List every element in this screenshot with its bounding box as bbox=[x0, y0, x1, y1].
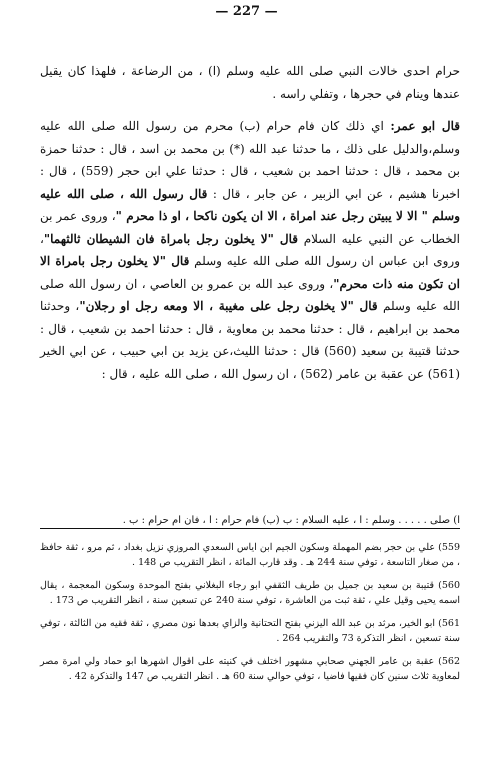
paragraph-2-lead: قال ابو عمر: bbox=[390, 119, 461, 133]
footnote-divider bbox=[40, 528, 460, 529]
transition-text-2: ، وروى ابن عباس ان رسول الله صلى الله عليه وسلم bbox=[40, 231, 461, 268]
paragraph-1: حرام احدى خالات النبي صلى الله عليه وسلم (ا) ، من الرضاعة ، فلهذا كان يقيل عندها وينام في حجرها ، وتفلي راسه . bbox=[40, 64, 460, 101]
page-number: — 227 — bbox=[215, 4, 278, 19]
paragraph-2 bbox=[40, 115, 460, 385]
transition-text-4: ، وحدثنا محمد بن ابراهيم ، قال : حدثنا محمد بن معاوية ، قال : حدثنا احمد بن شعيب ، قال : حدثنا قتيبة بن سعيد (560) قال : حدثنا الليث،عن يزيد بن ابي حبيب ، عن ابي الخير (561) عن عقبة بن عامر (562) ، ان رسول الله ، صلى الله عليه ، قال : bbox=[40, 299, 460, 381]
hadith-2: قال "لا يخلون رجل بامراة فان الشيطان ثالثهما" bbox=[43, 231, 298, 246]
transition-text-3: ، وروى عبد الله بن عمرو بن العاصي ، ان رسول الله صلى الله عليه وسلم bbox=[40, 276, 460, 313]
isnad-text: اي ذلك كان فام حرام (ب) محرم من رسول الله صلى الله عليه وسلم،والدليل على ذلك ، ما حدثنا عبد الله (*) بن محمد بن اسد ، قال : حدثنا حمزة بن محمد ، قال : حدثنا احمد بن شعيب ، قال : حدثنا علي ابن حجر (559) ، قال : اخبرنا هشيم ، عن ابي الزبير ، عن جابر ، قال : bbox=[40, 119, 460, 201]
hadith-4: قال "لا يخلون رجل على مغيبة ، الا ومعه رجل او رجلان" bbox=[79, 299, 378, 313]
footnote: 559) علي بن حجر بضم المهملة وسكون الجيم ابن اياس السعدي المروزي نزيل بغداد ، ثم مرو ، ثقة حافظ ، من صغار التاسعة ، توفي سنة 244 هـ . وقد قارب المائة ، انظر التقريب ص 148 . bbox=[40, 542, 460, 568]
textual-variants-note: ا) صلى . . . . . وسلم : ا ، عليه السلام : ب (ب) فام حرام : ا ، فان ام حرام : ب . bbox=[122, 515, 460, 526]
footnotes bbox=[40, 540, 460, 684]
footnote: 561) ابو الخير، مرثد بن عبد الله اليزني بفتح التحتانية والزاي بعدها نون مصري ، ثقة فقيه من الثالثة ، توفي سنة تسعين ، انظر التذكرة 73 والتقريب 264 . bbox=[40, 618, 460, 644]
footnote: 560) قتيبة بن سعيد بن جميل بن طريف الثقفي ابو رجاء البغلاني بفتح الموحدة وسكون المعجمة ، يقال اسمه يحيى وقيل علي ، ثقة ثبت من العاشرة ، توفي سنة 240 عن تسعين سنة ، انظر التقريب ص 173 . bbox=[40, 580, 460, 606]
transition-text-1: ، وروى عمر بن الخطاب عن النبي عليه السلام bbox=[40, 209, 460, 246]
main-text bbox=[40, 60, 460, 385]
footnote: 562) عقبة بن عامر الجهني صحابي مشهور اختلف في كنيته على اقوال اشهرها ابو حماد ولي امرة مصر لمعاوية ثلاث سنين كان فقيها فاضيا ، توفي حوالي سنة 60 هـ . انظر التقريب ص 147 والتذكرة 42 . bbox=[40, 656, 460, 682]
hadith-3: قال "لا يخلون رجل بامراة الا ان تكون منه ذات محرم" bbox=[40, 254, 460, 291]
hadith-1: قال رسول الله ، صلى الله عليه وسلم " الا لا يبيتن رجل عند امراة ، الا ان يكون ناكحا ، او ذا محرم " bbox=[40, 186, 460, 223]
